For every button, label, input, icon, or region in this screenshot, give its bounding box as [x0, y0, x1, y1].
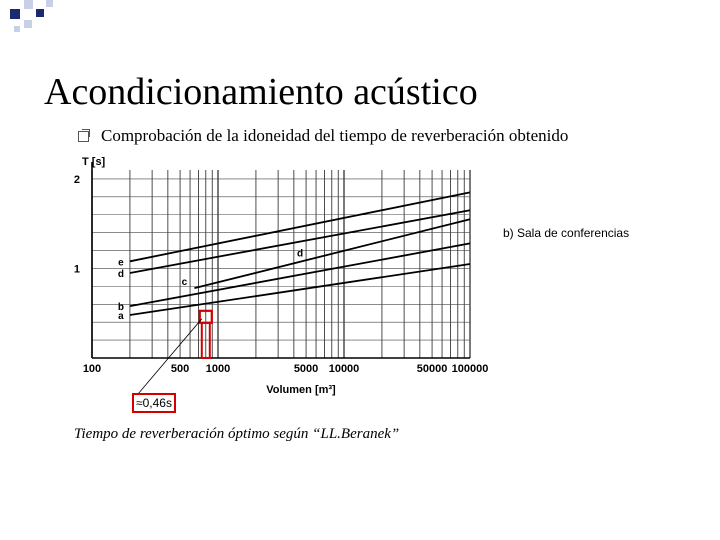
x-axis-label: Volumen [m³]	[266, 384, 336, 396]
series-label-e: e	[118, 257, 124, 269]
series-label-b: b	[117, 302, 124, 314]
x-tick-label: 1000	[205, 363, 231, 375]
series-label-d: d	[117, 268, 124, 280]
annotation-right: b) Sala de conferencias	[503, 226, 630, 240]
hollow-square-bullet-icon	[78, 131, 89, 142]
y-axis-label: T [s]	[82, 156, 106, 168]
x-tick-label: 10000	[328, 363, 360, 375]
x-tick-label: 50000	[416, 363, 448, 375]
corner-decoration	[0, 0, 60, 40]
series-line-a	[130, 264, 470, 315]
x-tick-label: 100	[82, 363, 102, 375]
bullet-item	[78, 126, 568, 146]
slide-title: Acondicionamiento acústico	[44, 71, 478, 113]
y-tick-label: 2	[73, 173, 80, 186]
deco-square-light	[14, 26, 20, 32]
x-tick-label: 5000	[293, 363, 319, 375]
deco-square-light	[46, 0, 53, 7]
chart-caption: Tiempo de reverberación óptimo según “LL.Beranek”	[74, 426, 400, 442]
x-tick-label: 100000	[451, 363, 489, 375]
series-label-c: c	[181, 277, 188, 289]
annotation-leader-line	[138, 319, 202, 394]
deco-square-dark	[10, 9, 20, 19]
series-label-d-right: d	[297, 248, 304, 260]
y-tick-label: 1	[73, 263, 80, 276]
reverberation-chart	[60, 150, 500, 400]
deco-square-dark	[36, 9, 44, 17]
deco-square-light	[24, 20, 32, 28]
annotation-box: ≈0,46s	[132, 393, 176, 413]
x-tick-label: 500	[170, 363, 190, 375]
deco-square-light	[24, 0, 33, 9]
bullet-text: Comprobación de la idoneidad del tiempo de reverberación obtenido	[101, 126, 569, 145]
series-line-d	[130, 210, 470, 273]
series-label-a: a	[118, 311, 124, 323]
